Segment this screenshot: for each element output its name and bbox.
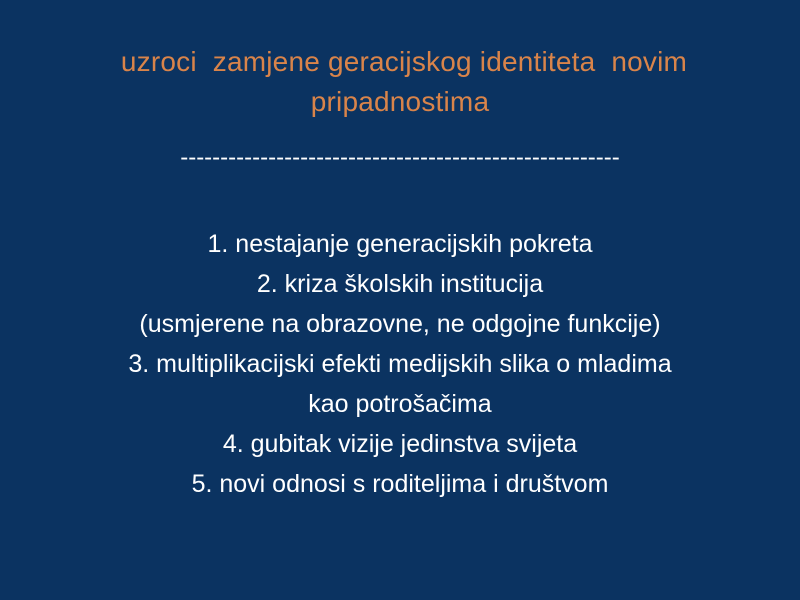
list-item: 5. novi odnosi s roditeljima i društvom bbox=[191, 470, 609, 498]
list-item: 1. nestajanje generacijskih pokreta bbox=[207, 230, 593, 258]
slide-title-line-2: pripadnostima bbox=[310, 86, 490, 117]
slide-title-line-1: uzroci zamjene geracijskog identiteta novim bbox=[112, 46, 688, 77]
list-item: 2. kriza školskih institucija bbox=[256, 270, 544, 298]
slide-title bbox=[20, 42, 780, 122]
dashed-divider: ------------------------------------------------------- bbox=[180, 144, 620, 171]
list-item: 3. multiplikacijski efekti medijskih slika o mladima bbox=[128, 350, 672, 378]
causes-list bbox=[0, 224, 800, 504]
list-item: (usmjerene na obrazovne, ne odgojne funkcije) bbox=[139, 310, 661, 338]
list-item: kao potrošačima bbox=[308, 390, 492, 418]
list-item: 4. gubitak vizije jedinstva svijeta bbox=[222, 430, 578, 458]
